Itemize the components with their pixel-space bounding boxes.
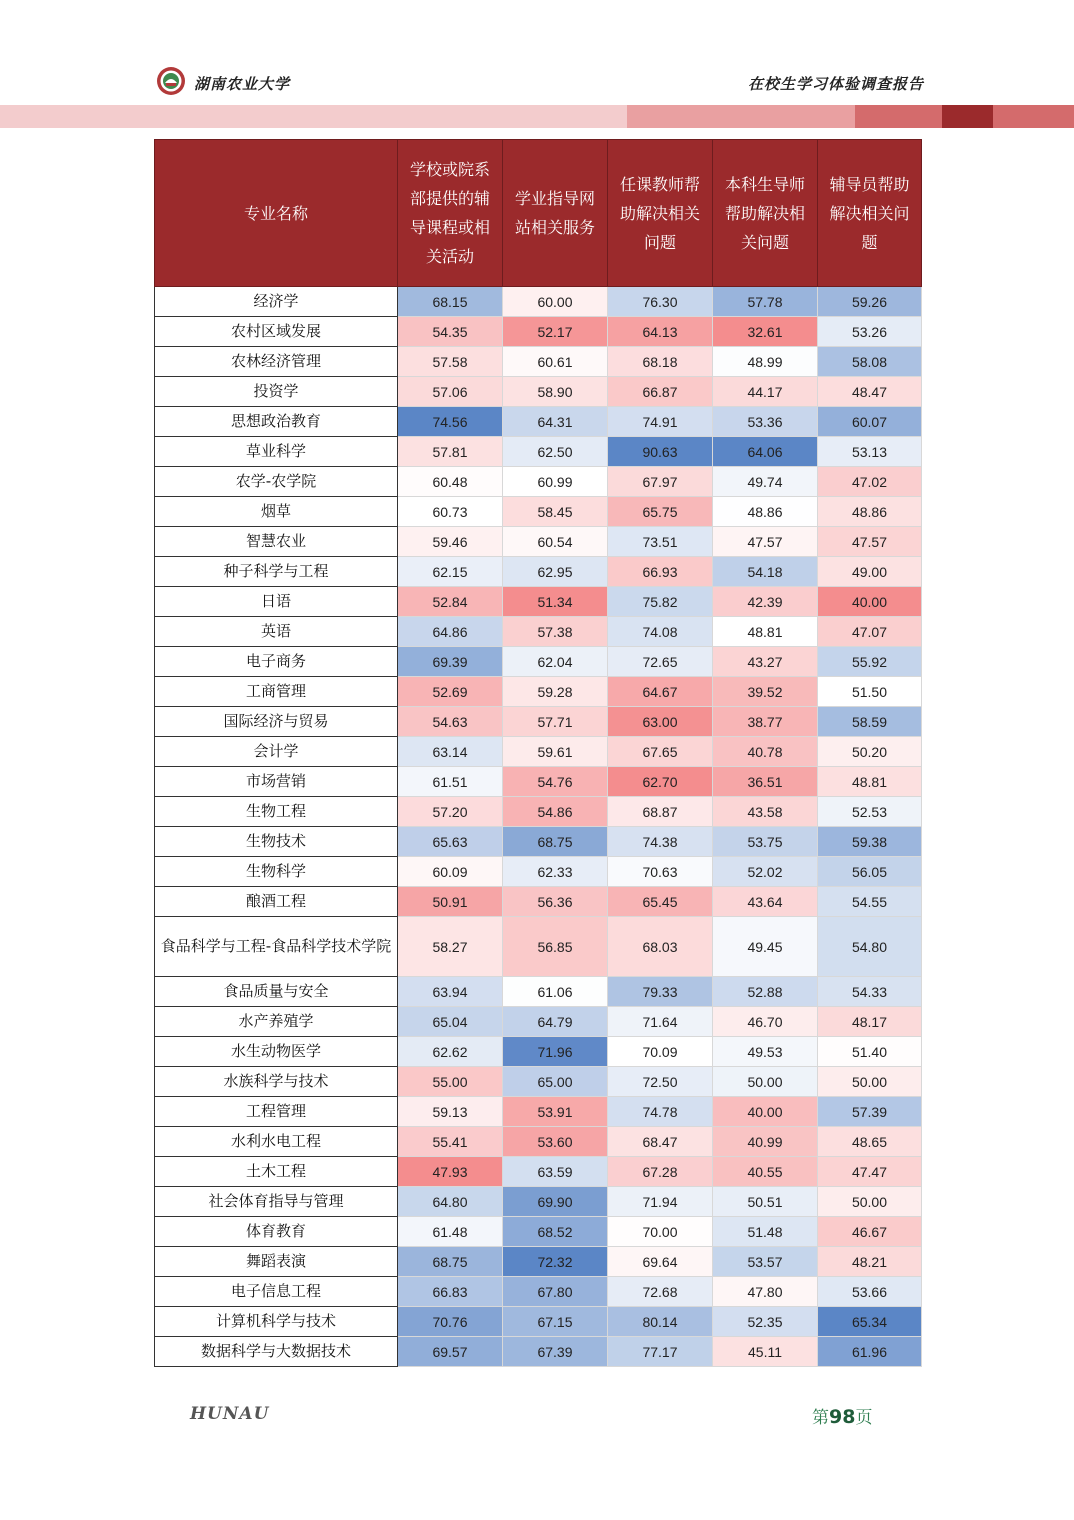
score-cell-guidance-website: 67.39 xyxy=(503,1337,608,1367)
header-major-name: 专业名称 xyxy=(155,140,398,287)
header-band-segment xyxy=(942,105,993,128)
score-cell-tutoring-activities: 59.46 xyxy=(398,527,503,557)
table-row xyxy=(155,317,922,347)
score-cell-counselor-help: 47.02 xyxy=(818,467,922,497)
page-prefix: 第 xyxy=(812,1408,829,1428)
score-cell-undergraduate-mentor-help: 43.58 xyxy=(713,797,818,827)
score-cell-counselor-help: 53.13 xyxy=(818,437,922,467)
table-row xyxy=(155,857,922,887)
score-cell-course-teacher-help: 64.67 xyxy=(608,677,713,707)
score-cell-course-teacher-help: 67.65 xyxy=(608,737,713,767)
score-cell-tutoring-activities: 60.48 xyxy=(398,467,503,497)
table-row xyxy=(155,497,922,527)
score-cell-guidance-website: 67.15 xyxy=(503,1307,608,1337)
score-cell-undergraduate-mentor-help: 53.57 xyxy=(713,1247,818,1277)
score-cell-guidance-website: 57.71 xyxy=(503,707,608,737)
major-name-cell: 思想政治教育 xyxy=(155,407,398,437)
table-row xyxy=(155,1337,922,1367)
score-cell-tutoring-activities: 69.57 xyxy=(398,1337,503,1367)
score-cell-guidance-website: 57.38 xyxy=(503,617,608,647)
score-cell-undergraduate-mentor-help: 53.75 xyxy=(713,827,818,857)
footer-mark: HUNAU xyxy=(190,1404,270,1424)
score-cell-counselor-help: 48.86 xyxy=(818,497,922,527)
score-cell-counselor-help: 48.17 xyxy=(818,1007,922,1037)
score-cell-counselor-help: 54.55 xyxy=(818,887,922,917)
score-cell-undergraduate-mentor-help: 48.99 xyxy=(713,347,818,377)
page-suffix: 页 xyxy=(855,1408,873,1428)
score-cell-guidance-website: 58.45 xyxy=(503,497,608,527)
score-cell-guidance-website: 54.76 xyxy=(503,767,608,797)
score-cell-tutoring-activities: 52.69 xyxy=(398,677,503,707)
score-cell-guidance-website: 64.79 xyxy=(503,1007,608,1037)
score-cell-counselor-help: 53.66 xyxy=(818,1277,922,1307)
table-row xyxy=(155,1187,922,1217)
score-cell-counselor-help: 50.00 xyxy=(818,1187,922,1217)
score-cell-counselor-help: 48.81 xyxy=(818,767,922,797)
score-cell-undergraduate-mentor-help: 43.64 xyxy=(713,887,818,917)
score-cell-undergraduate-mentor-help: 48.86 xyxy=(713,497,818,527)
score-cell-counselor-help: 48.47 xyxy=(818,377,922,407)
table-row xyxy=(155,647,922,677)
score-cell-undergraduate-mentor-help: 50.51 xyxy=(713,1187,818,1217)
major-name-cell: 生物技术 xyxy=(155,827,398,857)
score-cell-tutoring-activities: 70.76 xyxy=(398,1307,503,1337)
score-cell-counselor-help: 48.21 xyxy=(818,1247,922,1277)
major-name-cell: 投资学 xyxy=(155,377,398,407)
score-cell-guidance-website: 63.59 xyxy=(503,1157,608,1187)
major-name-cell: 经济学 xyxy=(155,287,398,317)
score-cell-undergraduate-mentor-help: 32.61 xyxy=(713,317,818,347)
table-row xyxy=(155,407,922,437)
score-cell-guidance-website: 62.95 xyxy=(503,557,608,587)
score-cell-undergraduate-mentor-help: 49.74 xyxy=(713,467,818,497)
score-cell-guidance-website: 68.75 xyxy=(503,827,608,857)
score-cell-undergraduate-mentor-help: 49.53 xyxy=(713,1037,818,1067)
major-name-cell: 食品质量与安全 xyxy=(155,977,398,1007)
score-cell-course-teacher-help: 72.50 xyxy=(608,1067,713,1097)
score-cell-guidance-website: 62.04 xyxy=(503,647,608,677)
score-cell-course-teacher-help: 68.47 xyxy=(608,1127,713,1157)
major-name-cell: 电子信息工程 xyxy=(155,1277,398,1307)
score-cell-tutoring-activities: 60.09 xyxy=(398,857,503,887)
major-name-cell: 生物工程 xyxy=(155,797,398,827)
major-name-cell: 水产养殖学 xyxy=(155,1007,398,1037)
score-cell-course-teacher-help: 75.82 xyxy=(608,587,713,617)
score-cell-tutoring-activities: 55.00 xyxy=(398,1067,503,1097)
major-name-cell: 土木工程 xyxy=(155,1157,398,1187)
score-cell-guidance-website: 72.32 xyxy=(503,1247,608,1277)
major-name-cell: 食品科学与工程-食品科学技术学院 xyxy=(155,917,398,977)
score-cell-course-teacher-help: 70.00 xyxy=(608,1217,713,1247)
table-row xyxy=(155,1277,922,1307)
table-row xyxy=(155,587,922,617)
score-cell-counselor-help: 49.00 xyxy=(818,557,922,587)
major-name-cell: 社会体育指导与管理 xyxy=(155,1187,398,1217)
major-name-cell: 水利水电工程 xyxy=(155,1127,398,1157)
score-cell-counselor-help: 50.00 xyxy=(818,1067,922,1097)
score-cell-guidance-website: 60.54 xyxy=(503,527,608,557)
score-cell-undergraduate-mentor-help: 57.78 xyxy=(713,287,818,317)
score-cell-course-teacher-help: 70.09 xyxy=(608,1037,713,1067)
table-row xyxy=(155,737,922,767)
score-cell-guidance-website: 52.17 xyxy=(503,317,608,347)
score-cell-guidance-website: 68.52 xyxy=(503,1217,608,1247)
score-cell-undergraduate-mentor-help: 44.17 xyxy=(713,377,818,407)
university-logo-icon xyxy=(156,66,186,96)
score-cell-tutoring-activities: 50.91 xyxy=(398,887,503,917)
score-cell-undergraduate-mentor-help: 43.27 xyxy=(713,647,818,677)
score-cell-counselor-help: 55.92 xyxy=(818,647,922,677)
score-cell-course-teacher-help: 68.03 xyxy=(608,917,713,977)
score-cell-guidance-website: 59.28 xyxy=(503,677,608,707)
score-cell-course-teacher-help: 70.63 xyxy=(608,857,713,887)
score-cell-tutoring-activities: 64.80 xyxy=(398,1187,503,1217)
score-cell-course-teacher-help: 80.14 xyxy=(608,1307,713,1337)
score-cell-undergraduate-mentor-help: 48.81 xyxy=(713,617,818,647)
score-cell-tutoring-activities: 68.75 xyxy=(398,1247,503,1277)
score-cell-course-teacher-help: 74.78 xyxy=(608,1097,713,1127)
score-cell-tutoring-activities: 63.14 xyxy=(398,737,503,767)
table-row xyxy=(155,1037,922,1067)
score-cell-counselor-help: 46.67 xyxy=(818,1217,922,1247)
score-cell-undergraduate-mentor-help: 47.57 xyxy=(713,527,818,557)
table-row xyxy=(155,1157,922,1187)
score-cell-tutoring-activities: 57.81 xyxy=(398,437,503,467)
score-cell-tutoring-activities: 74.56 xyxy=(398,407,503,437)
score-cell-undergraduate-mentor-help: 50.00 xyxy=(713,1067,818,1097)
score-cell-counselor-help: 65.34 xyxy=(818,1307,922,1337)
score-cell-guidance-website: 53.91 xyxy=(503,1097,608,1127)
score-cell-tutoring-activities: 62.62 xyxy=(398,1037,503,1067)
score-cell-counselor-help: 56.05 xyxy=(818,857,922,887)
major-name-cell: 烟草 xyxy=(155,497,398,527)
major-name-cell: 工程管理 xyxy=(155,1097,398,1127)
score-cell-course-teacher-help: 72.65 xyxy=(608,647,713,677)
major-name-cell: 农林经济管理 xyxy=(155,347,398,377)
score-cell-counselor-help: 54.80 xyxy=(818,917,922,977)
score-cell-counselor-help: 58.08 xyxy=(818,347,922,377)
table-row xyxy=(155,467,922,497)
score-cell-tutoring-activities: 54.63 xyxy=(398,707,503,737)
score-cell-guidance-website: 71.96 xyxy=(503,1037,608,1067)
score-cell-guidance-website: 65.00 xyxy=(503,1067,608,1097)
table-body xyxy=(155,287,922,1367)
table-row xyxy=(155,1307,922,1337)
score-cell-course-teacher-help: 74.38 xyxy=(608,827,713,857)
score-cell-course-teacher-help: 79.33 xyxy=(608,977,713,1007)
score-cell-guidance-website: 58.90 xyxy=(503,377,608,407)
score-cell-undergraduate-mentor-help: 52.02 xyxy=(713,857,818,887)
score-cell-course-teacher-help: 65.75 xyxy=(608,497,713,527)
score-cell-counselor-help: 47.47 xyxy=(818,1157,922,1187)
score-cell-undergraduate-mentor-help: 52.88 xyxy=(713,977,818,1007)
score-cell-guidance-website: 69.90 xyxy=(503,1187,608,1217)
table-row xyxy=(155,437,922,467)
score-cell-guidance-website: 53.60 xyxy=(503,1127,608,1157)
major-name-cell: 计算机科学与技术 xyxy=(155,1307,398,1337)
table-row xyxy=(155,1247,922,1277)
score-cell-course-teacher-help: 72.68 xyxy=(608,1277,713,1307)
score-cell-undergraduate-mentor-help: 46.70 xyxy=(713,1007,818,1037)
score-cell-undergraduate-mentor-help: 54.18 xyxy=(713,557,818,587)
score-cell-undergraduate-mentor-help: 52.35 xyxy=(713,1307,818,1337)
header-band-segment xyxy=(855,105,942,128)
score-cell-course-teacher-help: 71.94 xyxy=(608,1187,713,1217)
score-cell-guidance-website: 64.31 xyxy=(503,407,608,437)
major-name-cell: 智慧农业 xyxy=(155,527,398,557)
score-cell-course-teacher-help: 62.70 xyxy=(608,767,713,797)
score-cell-course-teacher-help: 73.51 xyxy=(608,527,713,557)
survey-score-table xyxy=(154,139,922,1367)
header-course-teacher-help: 任课教师帮助解决相关问题 xyxy=(608,140,713,287)
score-cell-counselor-help: 58.59 xyxy=(818,707,922,737)
score-cell-undergraduate-mentor-help: 38.77 xyxy=(713,707,818,737)
score-cell-guidance-website: 56.85 xyxy=(503,917,608,977)
score-cell-tutoring-activities: 47.93 xyxy=(398,1157,503,1187)
score-cell-undergraduate-mentor-help: 40.78 xyxy=(713,737,818,767)
table-row xyxy=(155,527,922,557)
score-cell-tutoring-activities: 63.94 xyxy=(398,977,503,1007)
score-cell-counselor-help: 61.96 xyxy=(818,1337,922,1367)
header-guidance-website: 学业指导网站相关服务 xyxy=(503,140,608,287)
score-cell-guidance-website: 54.86 xyxy=(503,797,608,827)
score-cell-tutoring-activities: 57.58 xyxy=(398,347,503,377)
major-name-cell: 日语 xyxy=(155,587,398,617)
score-cell-tutoring-activities: 54.35 xyxy=(398,317,503,347)
score-cell-undergraduate-mentor-help: 53.36 xyxy=(713,407,818,437)
table-row xyxy=(155,767,922,797)
page-number-value: 98 xyxy=(829,1406,856,1428)
score-cell-course-teacher-help: 68.18 xyxy=(608,347,713,377)
table-row xyxy=(155,1067,922,1097)
score-cell-tutoring-activities: 52.84 xyxy=(398,587,503,617)
score-cell-guidance-website: 60.99 xyxy=(503,467,608,497)
score-cell-counselor-help: 57.39 xyxy=(818,1097,922,1127)
score-cell-undergraduate-mentor-help: 40.99 xyxy=(713,1127,818,1157)
score-cell-course-teacher-help: 63.00 xyxy=(608,707,713,737)
header-band-segment xyxy=(627,105,855,128)
report-title: 在校生学习体验调查报告 xyxy=(747,75,924,93)
score-cell-guidance-website: 60.00 xyxy=(503,287,608,317)
table-row xyxy=(155,1217,922,1247)
major-name-cell: 数据科学与大数据技术 xyxy=(155,1337,398,1367)
score-cell-undergraduate-mentor-help: 39.52 xyxy=(713,677,818,707)
major-name-cell: 国际经济与贸易 xyxy=(155,707,398,737)
score-cell-guidance-website: 61.06 xyxy=(503,977,608,1007)
major-name-cell: 电子商务 xyxy=(155,647,398,677)
score-cell-tutoring-activities: 68.15 xyxy=(398,287,503,317)
score-cell-course-teacher-help: 66.93 xyxy=(608,557,713,587)
table-row xyxy=(155,377,922,407)
university-name: 湖南农业大学 xyxy=(194,75,291,93)
header-band-segment xyxy=(0,105,627,128)
table-row xyxy=(155,1007,922,1037)
header-counselor-help: 辅导员帮助解决相关问题 xyxy=(818,140,922,287)
table-row xyxy=(155,347,922,377)
table-row xyxy=(155,557,922,587)
page-header xyxy=(0,0,1074,130)
score-cell-tutoring-activities: 64.86 xyxy=(398,617,503,647)
score-cell-undergraduate-mentor-help: 49.45 xyxy=(713,917,818,977)
score-cell-guidance-website: 60.61 xyxy=(503,347,608,377)
header-band-segment xyxy=(993,105,1074,128)
score-cell-counselor-help: 50.20 xyxy=(818,737,922,767)
major-name-cell: 生物科学 xyxy=(155,857,398,887)
score-cell-course-teacher-help: 67.28 xyxy=(608,1157,713,1187)
major-name-cell: 英语 xyxy=(155,617,398,647)
score-cell-tutoring-activities: 69.39 xyxy=(398,647,503,677)
score-cell-counselor-help: 53.26 xyxy=(818,317,922,347)
table-row xyxy=(155,917,922,977)
score-cell-course-teacher-help: 76.30 xyxy=(608,287,713,317)
score-cell-tutoring-activities: 57.06 xyxy=(398,377,503,407)
score-cell-tutoring-activities: 59.13 xyxy=(398,1097,503,1127)
score-cell-counselor-help: 59.26 xyxy=(818,287,922,317)
score-cell-counselor-help: 52.53 xyxy=(818,797,922,827)
score-cell-tutoring-activities: 65.63 xyxy=(398,827,503,857)
header-undergraduate-mentor-help: 本科生导师帮助解决相关问题 xyxy=(713,140,818,287)
score-cell-course-teacher-help: 74.91 xyxy=(608,407,713,437)
score-cell-course-teacher-help: 71.64 xyxy=(608,1007,713,1037)
score-cell-course-teacher-help: 77.17 xyxy=(608,1337,713,1367)
score-cell-course-teacher-help: 90.63 xyxy=(608,437,713,467)
score-cell-tutoring-activities: 62.15 xyxy=(398,557,503,587)
table-row xyxy=(155,1097,922,1127)
page-number xyxy=(812,1403,872,1428)
table-row xyxy=(155,1127,922,1157)
major-name-cell: 种子科学与工程 xyxy=(155,557,398,587)
major-name-cell: 工商管理 xyxy=(155,677,398,707)
score-cell-tutoring-activities: 66.83 xyxy=(398,1277,503,1307)
table-row xyxy=(155,707,922,737)
score-cell-course-teacher-help: 64.13 xyxy=(608,317,713,347)
major-name-cell: 会计学 xyxy=(155,737,398,767)
table-row xyxy=(155,797,922,827)
score-cell-undergraduate-mentor-help: 64.06 xyxy=(713,437,818,467)
table-row xyxy=(155,827,922,857)
score-cell-counselor-help: 54.33 xyxy=(818,977,922,1007)
major-name-cell: 草业科学 xyxy=(155,437,398,467)
score-cell-undergraduate-mentor-help: 40.00 xyxy=(713,1097,818,1127)
score-cell-undergraduate-mentor-help: 40.55 xyxy=(713,1157,818,1187)
table-row xyxy=(155,677,922,707)
score-cell-tutoring-activities: 61.51 xyxy=(398,767,503,797)
score-cell-counselor-help: 51.50 xyxy=(818,677,922,707)
score-cell-guidance-website: 67.80 xyxy=(503,1277,608,1307)
score-cell-course-teacher-help: 66.87 xyxy=(608,377,713,407)
score-cell-counselor-help: 47.57 xyxy=(818,527,922,557)
score-cell-guidance-website: 62.50 xyxy=(503,437,608,467)
score-cell-tutoring-activities: 61.48 xyxy=(398,1217,503,1247)
score-cell-tutoring-activities: 58.27 xyxy=(398,917,503,977)
score-cell-undergraduate-mentor-help: 36.51 xyxy=(713,767,818,797)
score-cell-tutoring-activities: 65.04 xyxy=(398,1007,503,1037)
score-cell-course-teacher-help: 67.97 xyxy=(608,467,713,497)
table-row xyxy=(155,887,922,917)
score-cell-guidance-website: 51.34 xyxy=(503,587,608,617)
major-name-cell: 水生动物医学 xyxy=(155,1037,398,1067)
score-cell-guidance-website: 62.33 xyxy=(503,857,608,887)
score-cell-course-teacher-help: 68.87 xyxy=(608,797,713,827)
table-row xyxy=(155,287,922,317)
score-cell-undergraduate-mentor-help: 42.39 xyxy=(713,587,818,617)
score-cell-counselor-help: 47.07 xyxy=(818,617,922,647)
score-cell-counselor-help: 60.07 xyxy=(818,407,922,437)
score-cell-counselor-help: 48.65 xyxy=(818,1127,922,1157)
major-name-cell: 农村区域发展 xyxy=(155,317,398,347)
major-name-cell: 舞蹈表演 xyxy=(155,1247,398,1277)
header-tutoring-activities: 学校或院系部提供的辅导课程或相关活动 xyxy=(398,140,503,287)
score-cell-counselor-help: 51.40 xyxy=(818,1037,922,1067)
score-cell-tutoring-activities: 57.20 xyxy=(398,797,503,827)
major-name-cell: 体育教育 xyxy=(155,1217,398,1247)
score-cell-course-teacher-help: 65.45 xyxy=(608,887,713,917)
score-cell-tutoring-activities: 55.41 xyxy=(398,1127,503,1157)
score-cell-undergraduate-mentor-help: 45.11 xyxy=(713,1337,818,1367)
score-cell-undergraduate-mentor-help: 47.80 xyxy=(713,1277,818,1307)
major-name-cell: 市场营销 xyxy=(155,767,398,797)
score-cell-course-teacher-help: 74.08 xyxy=(608,617,713,647)
table-header-row xyxy=(155,140,922,287)
table-row xyxy=(155,977,922,1007)
score-cell-course-teacher-help: 69.64 xyxy=(608,1247,713,1277)
score-cell-tutoring-activities: 60.73 xyxy=(398,497,503,527)
table-row xyxy=(155,617,922,647)
major-name-cell: 农学-农学院 xyxy=(155,467,398,497)
major-name-cell: 酿酒工程 xyxy=(155,887,398,917)
score-cell-guidance-website: 59.61 xyxy=(503,737,608,767)
score-cell-guidance-website: 56.36 xyxy=(503,887,608,917)
major-name-cell: 水族科学与技术 xyxy=(155,1067,398,1097)
score-cell-counselor-help: 40.00 xyxy=(818,587,922,617)
score-cell-undergraduate-mentor-help: 51.48 xyxy=(713,1217,818,1247)
score-cell-counselor-help: 59.38 xyxy=(818,827,922,857)
